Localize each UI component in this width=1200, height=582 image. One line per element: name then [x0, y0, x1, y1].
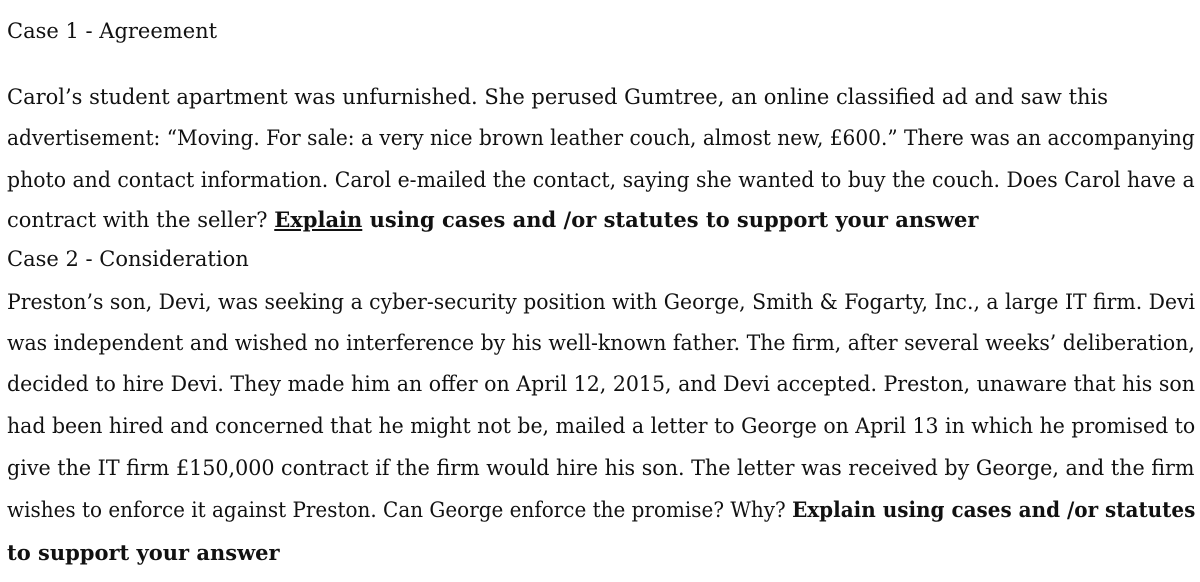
case1-line-2: advertisement: “Moving. For sale: a very nice brown leather couch, almost new, £600.” There was an accompanying [7, 126, 1195, 150]
case2-instruction-part1: Explain using cases and /or statutes [792, 497, 1196, 522]
case1-instruction: using cases and /or statutes to support your answer [362, 207, 979, 232]
case2-line-4: had been hired and concerned that he might not be, mailed a letter to George on April 13 in which he promised to [7, 414, 1196, 438]
case1-explain-word: Explain [274, 207, 363, 232]
case1-line-4 [7, 206, 978, 234]
case2-question-text: wishes to enforce it against Preston. Can George enforce the promise? Why? [7, 498, 793, 522]
case1-line-3: photo and contact information. Carol e-mailed the contact, saying she wanted to buy the couch. Does Carol have a [7, 168, 1195, 192]
case2-line-1: Preston’s son, Devi, was seeking a cyber-security position with George, Smith & Fogarty, Inc., a large IT firm. Devi [7, 290, 1196, 314]
case1-line-1: Carol’s student apartment was unfurnished. She perused Gumtree, an online classified ad and saw this [7, 85, 1109, 109]
case2-heading: Case 2 - Consideration [7, 247, 249, 271]
case1-heading: Case 1 - Agreement [7, 19, 218, 43]
case2-instruction-part2: to support your answer [7, 540, 280, 565]
case2-line-2: was independent and wished no interference by his well-known father. The firm, after several weeks’ deliberation, [7, 331, 1195, 355]
case1-question-text: contract with the seller? [7, 208, 275, 232]
case2-line-5: give the IT firm £150,000 contract if the firm would hire his son. The letter was received by George, and the firm [7, 456, 1195, 480]
case2-line-6 [7, 496, 1195, 524]
case2-line-3: decided to hire Devi. They made him an offer on April 12, 2015, and Devi accepted. Preston, unaware that his son [7, 372, 1195, 396]
